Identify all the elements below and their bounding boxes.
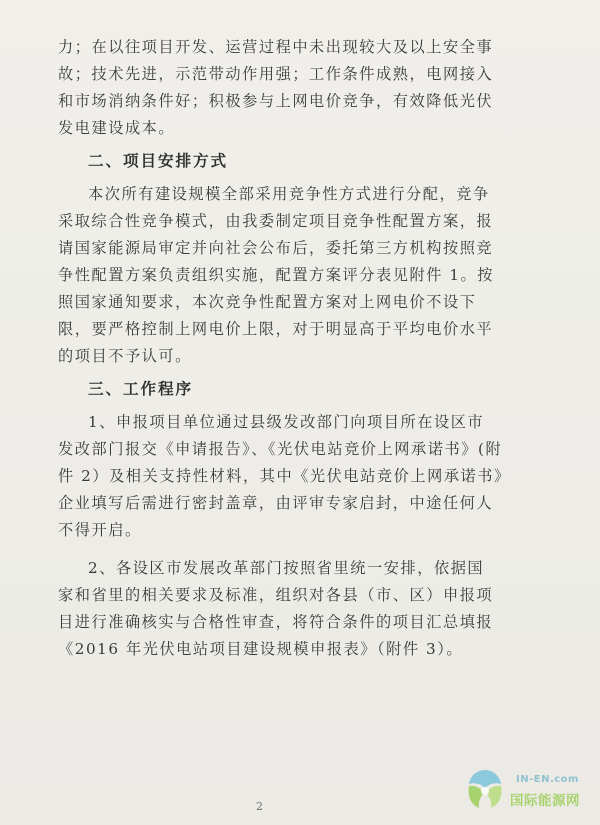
text-line: 力；在以往项目开发、运营过程中未出现较大及以上安全事: [58, 38, 494, 56]
text-line: 请国家能源局审定并向社会公布后，委托第三方机构按照竞: [58, 239, 494, 257]
text-line: 《2016 年光伏电站项目建设规模申报表》（附件 3）。: [58, 640, 464, 658]
page-body: [58, 34, 536, 663]
procedure-item-1: [58, 409, 536, 544]
text-line: 本次所有建设规模全部采用竞争性方式进行分配，竞争: [88, 185, 490, 203]
text-line: 和市场消纳条件好；积极参与上网电价竞争，有效降低光伏: [58, 92, 494, 110]
intro-paragraph: [58, 34, 536, 142]
procedure-item-2: [58, 555, 536, 663]
spacer: [58, 544, 536, 555]
in-en-leaf-logo-icon: [460, 764, 510, 814]
section-heading-work-procedure: 三、工作程序: [88, 380, 193, 398]
text-line: 发改部门报交《申请报告》、《光伏电站竞价上网承诺书》(附: [58, 440, 503, 458]
text-line: 企业填写后需进行密封盖章，由评审专家启封，中途任何人: [58, 494, 494, 512]
watermark-brand-text: 国际能源网: [510, 793, 580, 809]
text-line: 发电建设成本。: [58, 119, 176, 137]
text-line: 目进行准确核实与合格性审查，将符合条件的项目汇总填报: [58, 613, 494, 631]
section-heading-project-arrangement: 二、项目安排方式: [88, 152, 228, 170]
text-line: 件 2）及相关支持性材料，其中《光伏电站竞价上网承诺书》: [58, 467, 511, 485]
text-line: 故；技术先进，示范带动作用强；工作条件成熟，电网接入: [58, 65, 494, 83]
text-line: 1、申报项目单位通过县级发改部门向项目所在设区市: [88, 413, 485, 431]
page-number: 2: [256, 800, 263, 813]
watermark-site-text: IN-EN.com: [516, 774, 579, 785]
watermark: [460, 762, 600, 818]
text-line: 的项目不予认可。: [58, 347, 192, 365]
text-line: 2、各设区市发展改革部门按照省里统一安排，依据国: [88, 559, 485, 577]
text-line: 照国家通知要求，本次竞争性配置方案对上网电价不设下: [58, 293, 477, 311]
text-line: 家和省里的相关要求及标准，组织对各县（市、区）申报项: [58, 586, 494, 604]
section2-paragraph: [58, 181, 536, 370]
text-line: 争性配置方案负责组织实施，配置方案评分表见附件 1。按: [58, 266, 495, 284]
text-line: 不得开启。: [58, 521, 142, 539]
text-line: 限，要严格控制上网电价上限，对于明显高于平均电价水平: [58, 320, 494, 338]
text-line: 采取综合性竞争模式，由我委制定项目竞争性配置方案，报: [58, 212, 494, 230]
